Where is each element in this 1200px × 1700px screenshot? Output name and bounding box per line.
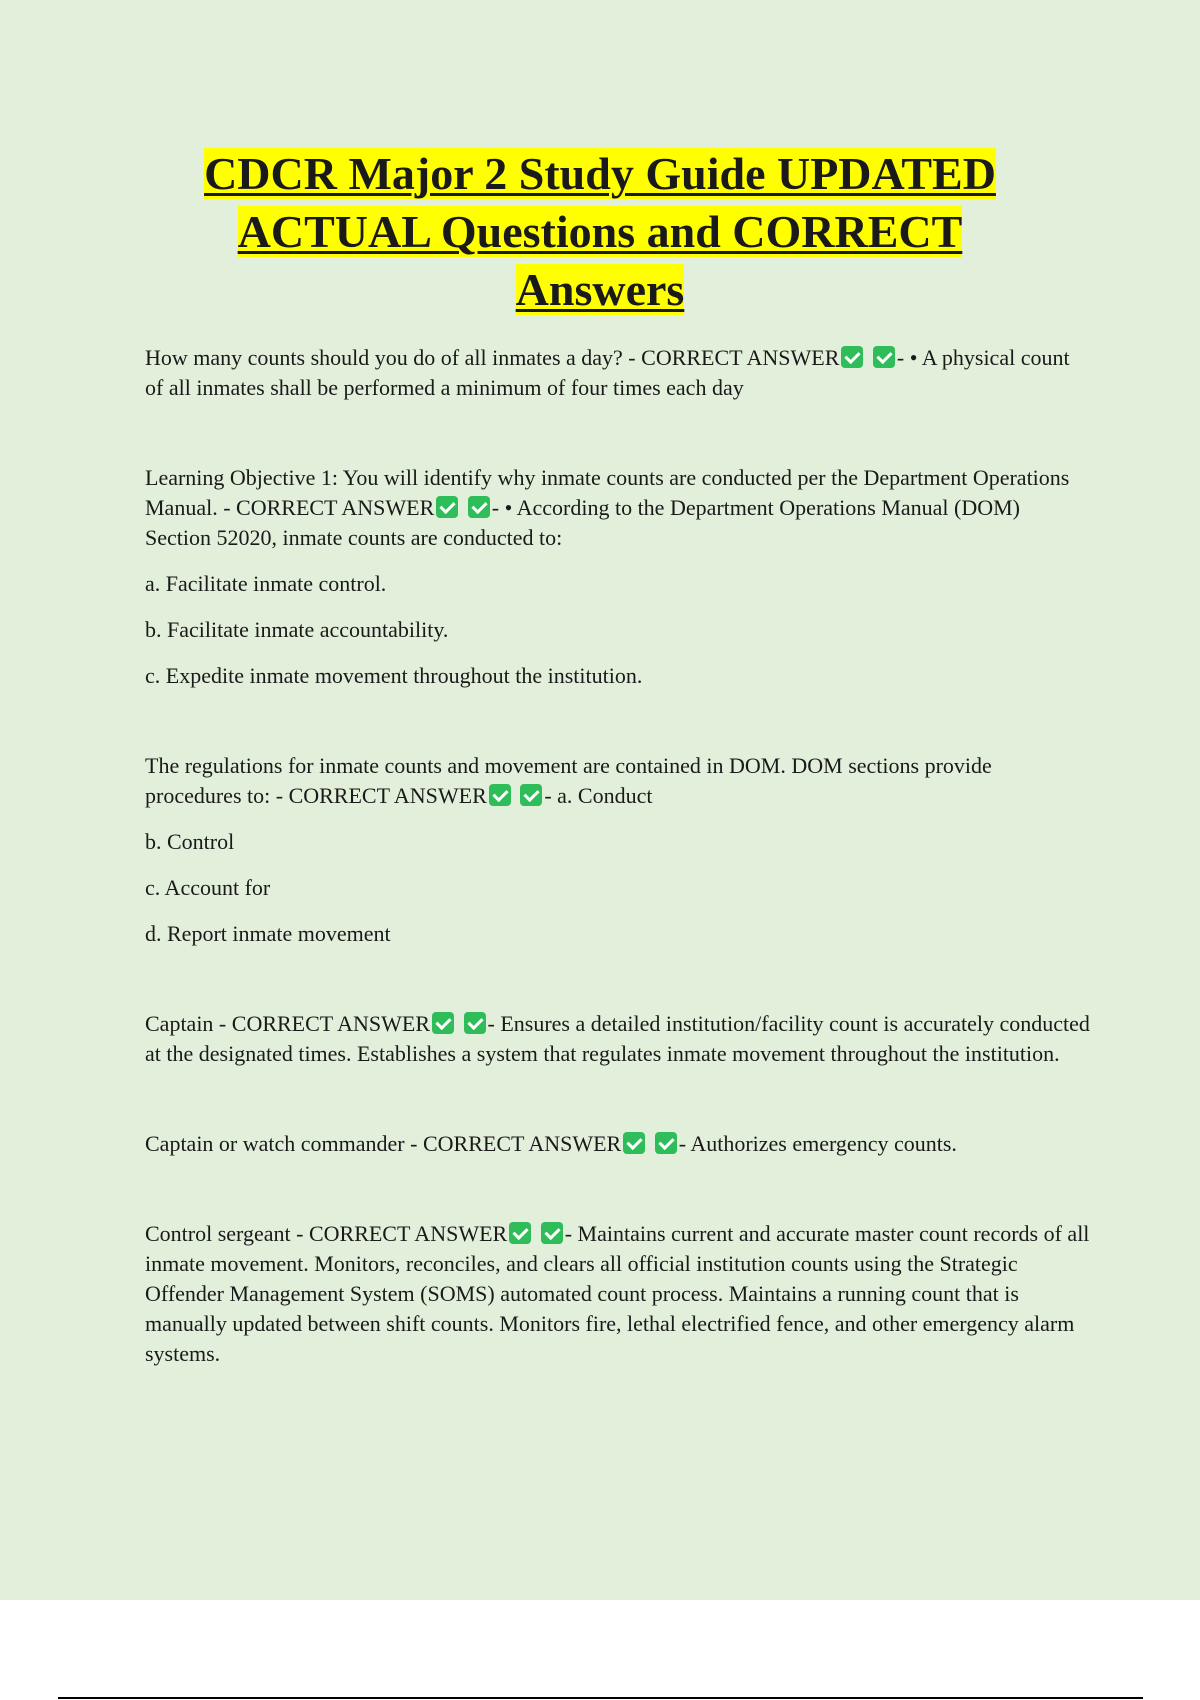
title-line-1: CDCR Major 2 Study Guide UPDATED — [204, 148, 996, 199]
green-check-icon — [841, 346, 863, 368]
green-check-icon — [655, 1132, 677, 1154]
green-check-icon — [541, 1222, 563, 1244]
question-text: Captain - — [145, 1011, 232, 1036]
correct-answer-label: CORRECT ANSWER — [641, 345, 840, 370]
answer-text: - Ensures a detailed institution/facility count is accurately conducted at the designated times. Establishes a system that regulates inmate movement throughout the institution. — [145, 1011, 1090, 1066]
green-check-icon — [436, 496, 458, 518]
question-text: The regulations for inmate counts and movement are contained in DOM. DOM sections provide procedures to: - — [145, 753, 992, 808]
qa-list — [145, 343, 1090, 1369]
qa-item — [145, 1219, 1090, 1369]
green-check-icon — [464, 1012, 486, 1034]
answer-list-item: b. Facilitate inmate accountability. — [145, 617, 449, 642]
correct-answer-label: CORRECT ANSWER — [231, 1011, 431, 1036]
correct-answer-label: CORRECT ANSWER — [288, 783, 487, 808]
page-title — [0, 145, 1200, 319]
answer-list-item: a. Facilitate inmate control. — [145, 571, 387, 596]
answer-text: - • According to the Department Operations Manual (DOM) Section 52020, inmate counts are conducted to: — [145, 495, 1021, 550]
qa-item — [145, 463, 1090, 553]
answer-list-item: c. Expedite inmate movement throughout the institution. — [145, 663, 643, 688]
answer-text: - a. Conduct — [544, 783, 653, 808]
answer-list-item: c. Account for — [145, 875, 271, 900]
green-check-icon — [468, 496, 490, 518]
green-check-icon — [873, 346, 895, 368]
title-line-3: Answers — [515, 264, 685, 315]
question-text: How many counts should you do of all inmates a day? - — [145, 345, 642, 370]
answer-text: - • A physical count of all inmates shall be performed a minimum of four times each day — [145, 345, 1070, 400]
correct-answer-label: CORRECT ANSWER — [236, 495, 435, 520]
qa-item — [145, 1129, 1090, 1159]
green-check-icon — [489, 784, 511, 806]
answer-list-item: d. Report inmate movement — [145, 921, 391, 946]
answer-text: - Authorizes emergency counts. — [678, 1131, 957, 1156]
question-text: Learning Objective 1: You will identify why inmate counts are conducted per the Department Operations Manual. - — [145, 465, 1070, 520]
question-text: Captain or watch commander - — [145, 1131, 423, 1156]
green-check-icon — [432, 1012, 454, 1034]
correct-answer-label: CORRECT ANSWER — [422, 1131, 622, 1156]
title-line-2: ACTUAL Questions and CORRECT — [237, 206, 963, 257]
qa-item — [145, 343, 1090, 403]
green-check-icon — [623, 1132, 645, 1154]
green-check-icon — [509, 1222, 531, 1244]
qa-item — [145, 751, 1090, 811]
question-text: Control sergeant - — [145, 1221, 309, 1246]
footer-divider — [58, 1697, 1143, 1699]
qa-item — [145, 1009, 1090, 1069]
answer-list-item: b. Control — [145, 829, 235, 854]
green-check-icon — [520, 784, 542, 806]
correct-answer-label: CORRECT ANSWER — [308, 1221, 508, 1246]
answer-text: - Maintains current and accurate master count records of all inmate movement. Monitors, reconciles, and clears all official institution counts using the Strategic Offender Management System (SOMS) automated count process. Maintains a running count that is manually updated between shift counts. Monitors fire, lethal electrified fence, and other emergency alarm systems. — [145, 1221, 1090, 1366]
